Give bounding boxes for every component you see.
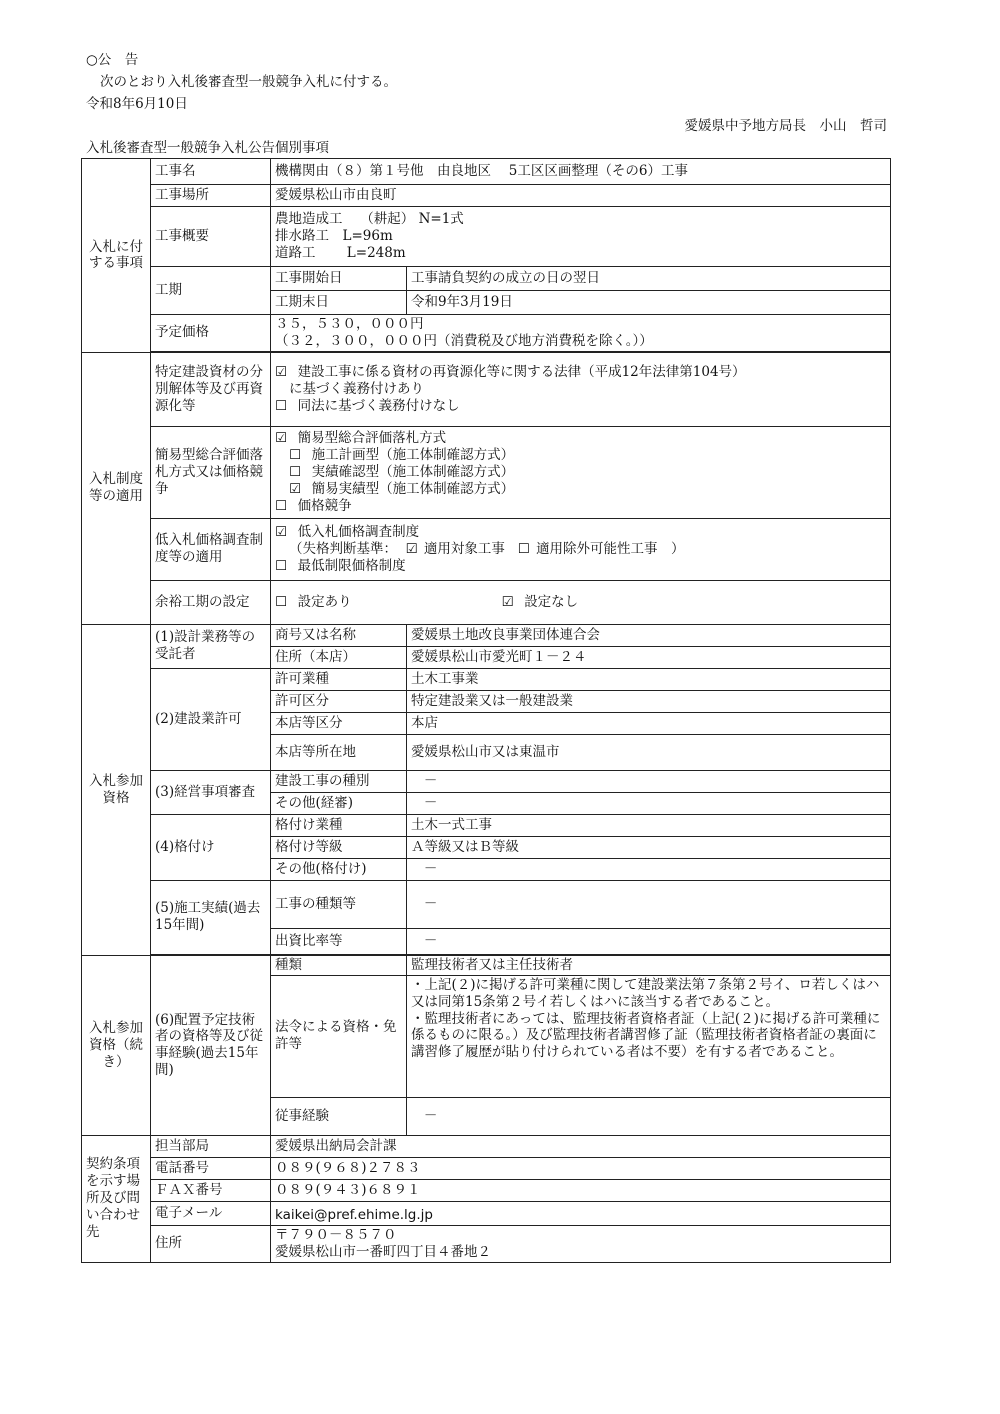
option-text: 適用対象工事 xyxy=(423,540,505,557)
label-review-kind: 建設工事の種別 xyxy=(271,770,407,792)
value-company-name: 愛媛県土地改良事業団体連合会 xyxy=(407,624,891,646)
checked-box-icon: ☑ xyxy=(275,523,288,540)
label-department: 担当部局 xyxy=(151,1135,271,1157)
notice-date: 令和8年6月10日 xyxy=(86,96,188,112)
unchecked-box-icon: ☐ xyxy=(275,497,288,514)
option-text: 適用除外可能性工事 ） xyxy=(536,540,685,557)
value-work-outline xyxy=(271,207,891,267)
value-rank-type: 土木一式工事 xyxy=(407,814,891,836)
label-planned-price: 予定価格 xyxy=(151,315,271,352)
value-fax: ０８９(９４３)６８９１ xyxy=(271,1179,891,1201)
label-end-date: 工期末日 xyxy=(271,291,407,315)
option-text: 同法に基づく義務付けなし xyxy=(297,397,460,414)
value-recycling xyxy=(271,352,891,426)
label-work-outline: 工事概要 xyxy=(151,207,271,267)
value-hq-location: 愛媛県松山市又は東温市 xyxy=(407,734,891,770)
unchecked-box-icon: ☐ xyxy=(289,463,302,480)
label-recycling: 特定建設資材の分別解体等及び再資源化等 xyxy=(151,352,271,426)
outline-line: 道路工 L=248m xyxy=(275,244,406,261)
price-note: （３２，３００，０００円（消費税及び地方消費税を除く。）） xyxy=(275,332,653,349)
label-hq-location: 本店等所在地 xyxy=(271,734,407,770)
label-low-bid: 低入札価格調査制度等の適用 xyxy=(151,518,271,580)
unchecked-box-icon: ☐ xyxy=(275,557,288,574)
value-department: 愛媛県出納局会計課 xyxy=(271,1135,891,1157)
label-license: 法令による資格・免許等 xyxy=(271,975,407,1097)
value-end-date: 令和9年3月19日 xyxy=(407,291,891,315)
label-permit-class: 許可区分 xyxy=(271,690,407,712)
value-record-kind: － xyxy=(407,880,891,928)
criteria-prefix: （失格判断基準： xyxy=(289,540,397,557)
outline-line: 農地造成工 （耕起） N=1式 xyxy=(275,211,464,228)
unchecked-box-icon: ☐ xyxy=(275,397,288,414)
label-design-contractor: (1)設計業務等の受託者 xyxy=(151,624,271,668)
unchecked-box-icon: ☐ xyxy=(517,540,530,557)
label-address: 住所 xyxy=(151,1225,271,1262)
notice-issuer: 愛媛県中予地方局長 小山 哲司 xyxy=(684,118,887,134)
price-amount: ３５，５３０，０００円 xyxy=(275,316,424,332)
label-record-ratio: 出資比率等 xyxy=(271,928,407,954)
checked-box-icon: ☑ xyxy=(289,480,302,497)
outline-line: 排水路工 L=96m xyxy=(275,228,393,245)
label-rank-type: 格付け業種 xyxy=(271,814,407,836)
option-text: 低入札価格調査制度 xyxy=(297,523,420,540)
label-work-name: 工事名 xyxy=(151,159,271,185)
label-period: 工期 xyxy=(151,267,271,315)
label-rank-grade: 格付け等級 xyxy=(271,836,407,858)
group-bid-system: 入札制度等の適用 xyxy=(82,352,151,624)
option-text: 簡易型総合評価落札方式 xyxy=(297,430,447,447)
label-hq-class: 本店等区分 xyxy=(271,712,407,734)
value-rank-grade: Ａ等級又はＢ等級 xyxy=(407,836,891,858)
license-text-1: ・上記(２)に掲げる許可業種に関して建設業法第７条第２号イ、ロ若しくはハ又は同第15条第２号イ若しくはハに該当する者であること。 xyxy=(411,976,880,1010)
option-text: 設定なし xyxy=(524,593,579,610)
value-planned-price xyxy=(271,315,891,352)
label-spare-period: 余裕工期の設定 xyxy=(151,580,271,624)
value-permit-class: 特定建設業又は一般建設業 xyxy=(407,690,891,712)
value-review-other: － xyxy=(407,792,891,814)
group-contact: 契約条項を示す場所及び問い合わせ先 xyxy=(82,1135,151,1262)
checked-box-icon: ☑ xyxy=(275,363,288,380)
group-bid-items: 入札に付する事項 xyxy=(82,159,151,353)
value-work-place: 愛媛県松山市由良町 xyxy=(271,185,891,207)
label-construction-permit: (2)建設業許可 xyxy=(151,668,271,770)
value-work-name: 機構関由（８）第１号他 由良地区 5工区区画整理（その6）工事 xyxy=(271,159,891,185)
group-qualification: 入札参加資格 xyxy=(82,624,151,955)
group-qualification-cont: 入札参加資格（続き） xyxy=(82,955,151,1135)
label-permit-type: 許可業種 xyxy=(271,668,407,690)
option-text: 実績確認型（施工体制確認方式） xyxy=(311,463,515,480)
value-phone: ０８９(９６８)２７８３ xyxy=(271,1157,891,1179)
label-method: 簡易型総合評価落札方式又は価格競争 xyxy=(151,426,271,518)
unchecked-box-icon: ☐ xyxy=(289,446,302,463)
value-email[interactable]: kaikei@pref.ehime.lg.jp xyxy=(271,1201,891,1225)
value-permit-type: 土木工事業 xyxy=(407,668,891,690)
label-engineer: (6)配置予定技術者の資格等及び従事経験(過去15年間) xyxy=(151,955,271,1135)
notice-details-table xyxy=(81,158,891,1263)
value-review-kind: － xyxy=(407,770,891,792)
label-experience: 従事経験 xyxy=(271,1097,407,1135)
value-address xyxy=(271,1225,891,1262)
street-address: 愛媛県松山市一番町四丁目４番地２ xyxy=(275,1243,491,1260)
checked-box-icon: ☑ xyxy=(275,430,288,447)
label-hq-address: 住所（本店） xyxy=(271,646,407,668)
checked-box-icon: ☑ xyxy=(405,540,418,557)
license-text-2: ・監理技術者にあっては、監理技術者資格者証（上記(２)に掲げる許可業種に係るものに限る。）及び監理技術者講習修了証（監理技術者資格者証の裏面に講習修了履歴が貼り付けられている者は不要）を有する者であること。 xyxy=(411,1010,881,1061)
value-start-date: 工事請負契約の成立の日の翌日 xyxy=(407,267,891,291)
option-text: 建設工事に係る資材の再資源化等に関する法律（平成12年法律第104号） xyxy=(297,363,746,380)
label-record: (5)施工実績(過去15年間) xyxy=(151,880,271,954)
option-text-cont: に基づく義務付けあり xyxy=(289,380,424,397)
label-start-date: 工事開始日 xyxy=(271,267,407,291)
value-hq-class: 本店 xyxy=(407,712,891,734)
option-text: 価格競争 xyxy=(297,497,352,514)
label-work-place: 工事場所 xyxy=(151,185,271,207)
value-engineer-kind: 監理技術者又は主任技術者 xyxy=(407,955,891,975)
label-engineer-kind: 種類 xyxy=(271,955,407,975)
table-title: 入札後審査型一般競争入札公告個別事項 xyxy=(86,140,329,156)
label-company-name: 商号又は名称 xyxy=(271,624,407,646)
label-fax: ＦＡＸ番号 xyxy=(151,1179,271,1201)
label-rank: (4)格付け xyxy=(151,814,271,880)
label-rank-other: その他(格付け) xyxy=(271,858,407,880)
postal-code: 〒７９０－８５７０ xyxy=(275,1226,397,1243)
label-review-other: その他(経審) xyxy=(271,792,407,814)
option-text: 設定あり xyxy=(297,593,352,610)
unchecked-box-icon: ☐ xyxy=(275,593,288,610)
value-hq-address: 愛媛県松山市愛光町１－２４ xyxy=(407,646,891,668)
label-email: 電子メール xyxy=(151,1201,271,1225)
notice-heading: ○公 告 xyxy=(86,52,139,68)
value-spare-period xyxy=(271,580,891,624)
value-low-bid xyxy=(271,518,891,580)
value-method xyxy=(271,426,891,518)
notice-intro: 次のとおり入札後審査型一般競争入札に付する。 xyxy=(100,74,397,90)
value-license xyxy=(407,975,891,1097)
checked-box-icon: ☑ xyxy=(501,593,514,610)
value-experience: － xyxy=(407,1097,891,1135)
label-phone: 電話番号 xyxy=(151,1157,271,1179)
label-record-kind: 工事の種類等 xyxy=(271,880,407,928)
value-rank-other: － xyxy=(407,858,891,880)
option-text: 施工計画型（施工体制確認方式） xyxy=(311,446,515,463)
value-record-ratio: － xyxy=(407,928,891,954)
option-text: 簡易実績型（施工体制確認方式） xyxy=(311,480,515,497)
option-text: 最低制限価格制度 xyxy=(297,557,406,574)
label-management-review: (3)経営事項審査 xyxy=(151,770,271,814)
